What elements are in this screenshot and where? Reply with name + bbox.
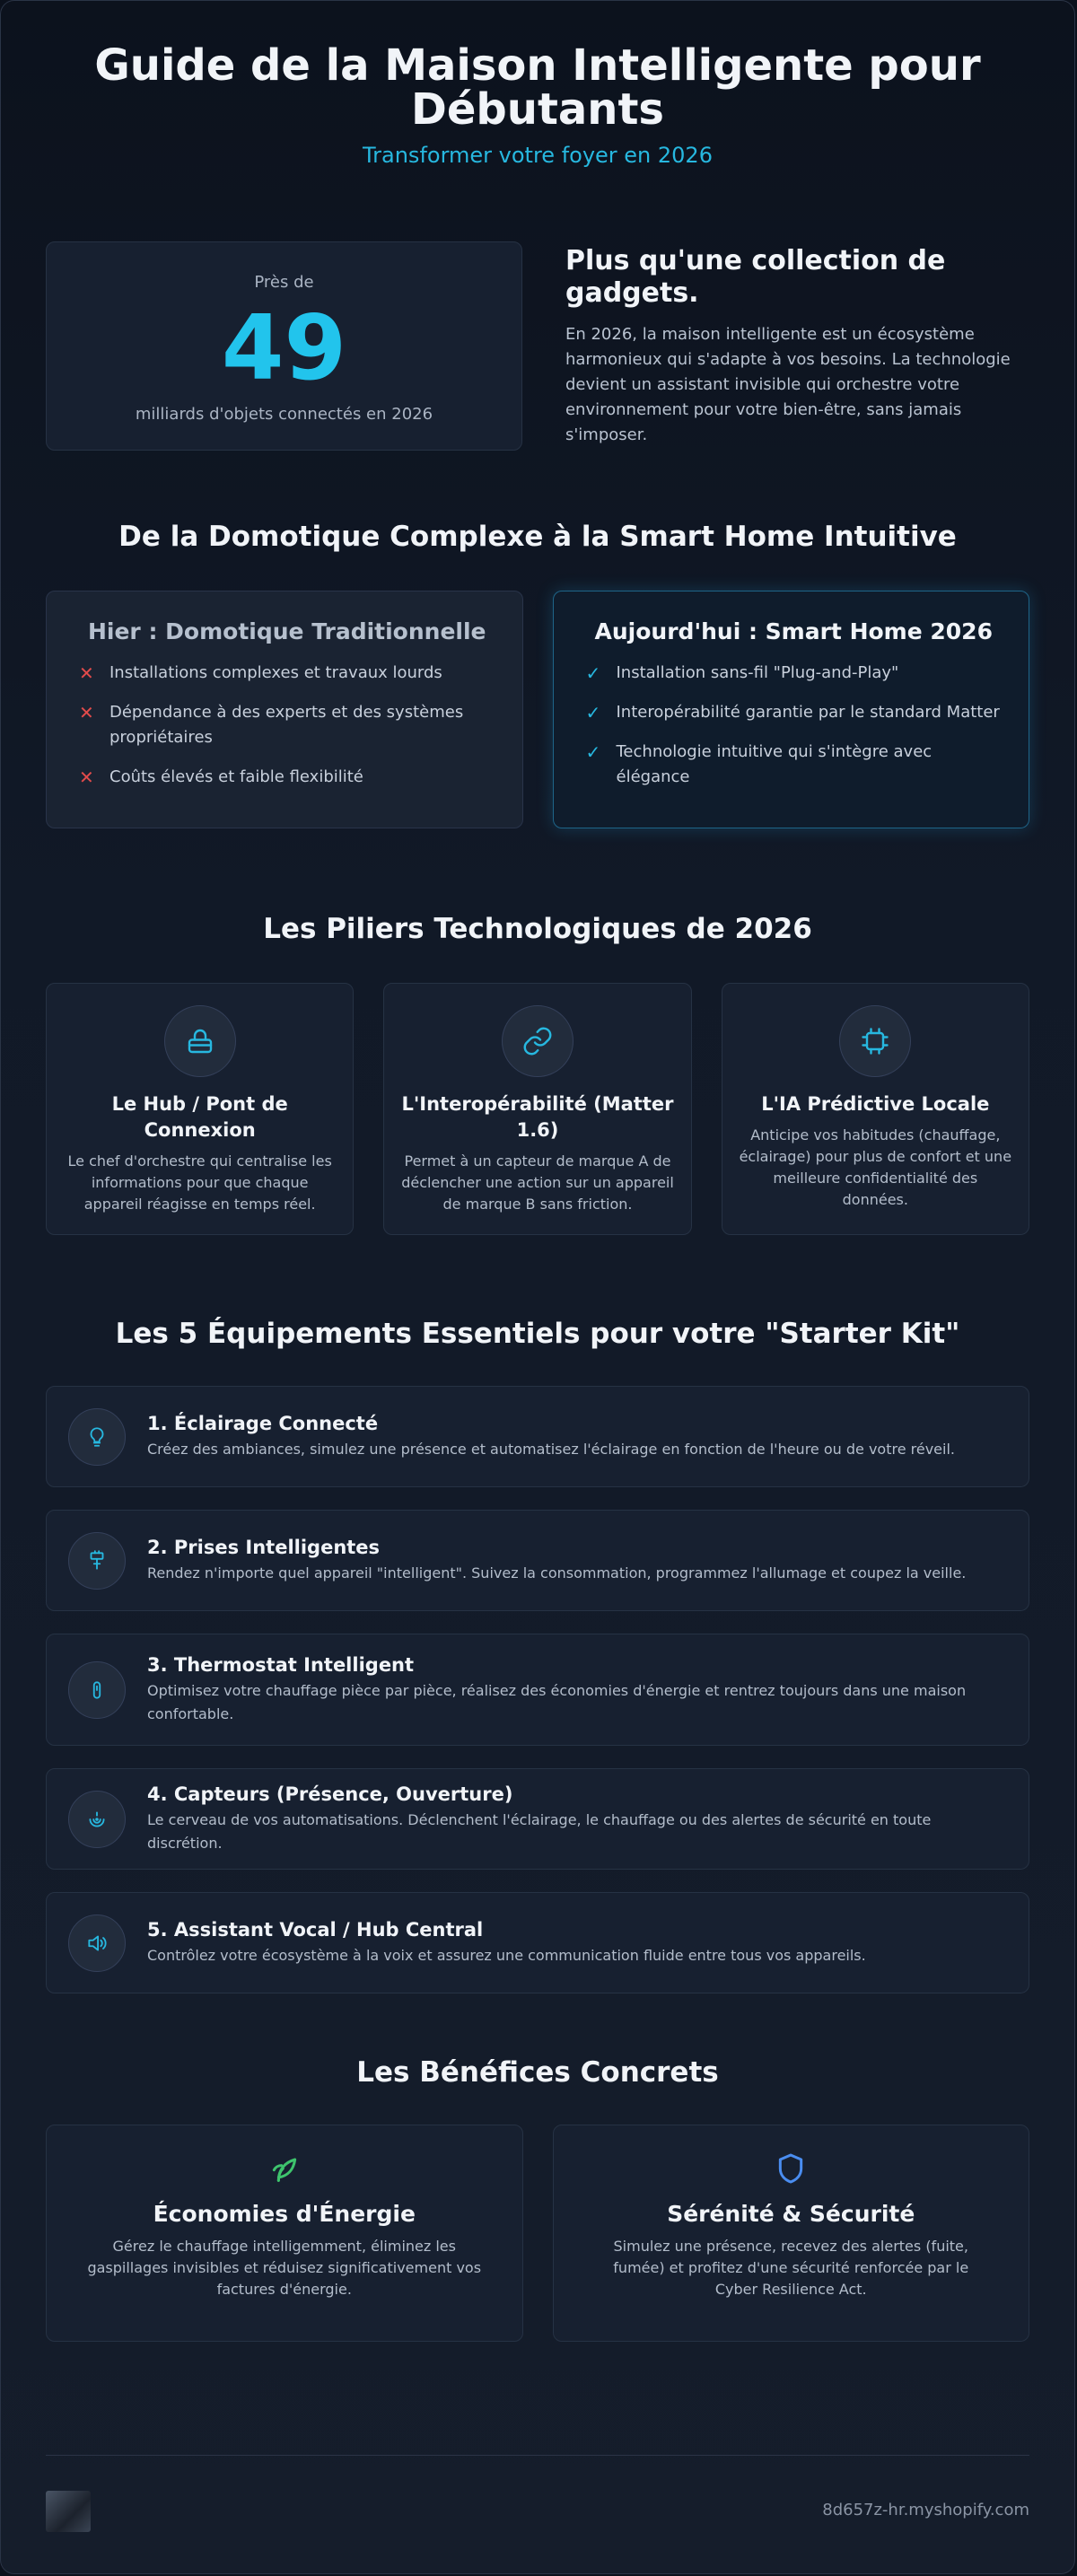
comparison-old-item-text: Installations complexes et travaux lourds xyxy=(109,663,442,682)
pillar-heading: L'Interopérabilité (Matter 1.6) xyxy=(401,1093,674,1141)
page-title: Guide de la Maison Intelligente pour Débutants xyxy=(94,40,981,135)
pillar-heading: L'IA Prédictive Locale xyxy=(761,1093,990,1115)
equipment-list xyxy=(46,1386,1029,1993)
comparison-new-item xyxy=(586,700,1003,725)
pillar-text: Le chef d'orchestre qui centralise les informations pour que chaque appareil réagisse en temps réel. xyxy=(67,1152,332,1213)
intro-body: En 2026, la maison intelligente est un écosystème harmonieux qui s'adapte à vos besoins. La technologie devient un assistant invisible qui orchestre votre environnement pour votre bien-être, sans jamais s'imposer. xyxy=(565,325,1011,444)
benefits-title: Les Bénéfices Concrets xyxy=(356,2056,719,2089)
sensor-icon xyxy=(68,1791,126,1848)
equipment-item xyxy=(46,1634,1029,1746)
benefit-card xyxy=(46,2125,523,2342)
intro-heading: Plus qu'une collection de gadgets. xyxy=(565,245,946,309)
equipment-text: Le cerveau de vos automatisations. Déclenchent l'éclairage, le chauffage ou des alertes de sécurité en toute discrétion. xyxy=(147,1810,932,1852)
equipment-item xyxy=(46,1768,1029,1870)
equipment-title: Les 5 Équipements Essentiels pour votre "Starter Kit" xyxy=(115,1318,960,1350)
equipment-heading: 1. Éclairage Connecté xyxy=(147,1412,379,1434)
comparison-new-item-text: Interopérabilité garantie par le standard Matter xyxy=(616,703,1000,722)
cross-icon: ✕ xyxy=(79,767,94,788)
comparison-old-item xyxy=(79,700,495,750)
shield-icon xyxy=(593,2151,990,2190)
equipment-heading: 3. Thermostat Intelligent xyxy=(147,1653,415,1676)
footer-url[interactable]: 8d657z-hr.myshopify.com xyxy=(822,2501,1029,2519)
chip-icon xyxy=(839,1005,911,1077)
comparison-old-card xyxy=(46,591,523,828)
cross-icon: ✕ xyxy=(79,662,94,684)
brand-logo[interactable] xyxy=(46,2491,91,2532)
equipment-text: Contrôlez votre écosystème à la voix et assurez une communication fluide entre tous vos appareils. xyxy=(147,1946,866,1964)
pillars-section xyxy=(46,983,1029,1235)
link-icon xyxy=(502,1005,574,1077)
speaker-icon xyxy=(68,1914,126,1972)
footer-divider xyxy=(46,2455,1029,2456)
lock-icon xyxy=(164,1005,236,1077)
comparison-new-item-text: Installation sans-fil "Plug-and-Play" xyxy=(616,663,899,682)
leaf-icon xyxy=(86,2151,483,2190)
benefits-section xyxy=(46,2125,1029,2342)
equipment-heading: 2. Prises Intelligentes xyxy=(147,1536,381,1558)
stat-suffix: milliards d'objets connectés en 2026 xyxy=(135,405,433,424)
comparison-old-item xyxy=(79,765,495,790)
comparison-old-heading: Hier : Domotique Traditionnelle xyxy=(87,618,486,644)
benefit-card xyxy=(553,2125,1030,2342)
pillar-card xyxy=(722,983,1029,1235)
comparison-title: De la Domotique Complexe à la Smart Home Intuitive xyxy=(118,521,957,553)
intro-text xyxy=(565,241,1029,451)
pillar-heading: Le Hub / Pont de Connexion xyxy=(111,1093,288,1141)
pillar-text: Permet à un capteur de marque A de déclencher une action sur un appareil de marque B sans friction. xyxy=(401,1152,674,1213)
plug-icon xyxy=(68,1532,126,1590)
pillar-card xyxy=(383,983,691,1235)
stat-number: 49 xyxy=(221,295,347,400)
comparison-section xyxy=(46,591,1029,828)
equipment-heading: 4. Capteurs (Présence, Ouverture) xyxy=(147,1783,513,1805)
thermometer-icon xyxy=(68,1661,126,1719)
equipment-text: Rendez n'importe quel appareil "intelligent". Suivez la consommation, programmez l'allumage et coupez la veille. xyxy=(147,1564,967,1582)
pillars-title: Les Piliers Technologiques de 2026 xyxy=(263,913,812,945)
benefit-text: Simulez une présence, recevez des alertes (fuite, fumée) et profitez d'une sécurité renforcée par le Cyber Resilience Act. xyxy=(613,2238,969,2298)
pillar-text: Anticipe vos habitudes (chauffage, éclairage) pour plus de confort et une meilleure confidentialité des données. xyxy=(739,1126,1012,1208)
equipment-item xyxy=(46,1510,1029,1611)
comparison-new-item-text: Technologie intuitive qui s'intègre avec élégance xyxy=(616,742,933,786)
intro-section xyxy=(46,241,1029,451)
stat-card xyxy=(46,241,522,451)
stat-prefix: Près de xyxy=(254,273,314,292)
page-subtitle: Transformer votre foyer en 2026 xyxy=(363,143,713,168)
comparison-old-item xyxy=(79,661,495,686)
equipment-text: Optimisez votre chauffage pièce par pièce, réalisez des économies d'énergie et rentrez toujours dans une maison confortable. xyxy=(147,1681,967,1722)
check-icon: ✓ xyxy=(585,702,601,723)
comparison-new-card xyxy=(553,591,1030,828)
benefit-heading: Économies d'Énergie xyxy=(153,2201,416,2227)
check-icon: ✓ xyxy=(585,741,601,763)
benefit-text: Gérez le chauffage intelligemment, éliminez les gaspillages invisibles et réduisez significativement vos factures d'énergie. xyxy=(87,2238,482,2298)
comparison-old-item-text: Coûts élevés et faible flexibilité xyxy=(109,767,363,786)
equipment-text: Créez des ambiances, simulez une présence et automatisez l'éclairage en fonction de l'heure ou de votre réveil. xyxy=(147,1440,955,1458)
comparison-new-item xyxy=(586,740,1003,790)
cross-icon: ✕ xyxy=(79,702,94,723)
comparison-new-heading: Aujourd'hui : Smart Home 2026 xyxy=(594,618,993,644)
lightbulb-icon xyxy=(68,1408,126,1466)
comparison-new-item xyxy=(586,661,1003,686)
pillar-card xyxy=(46,983,354,1235)
equipment-heading: 5. Assistant Vocal / Hub Central xyxy=(147,1918,484,1941)
equipment-item xyxy=(46,1892,1029,1993)
equipment-item xyxy=(46,1386,1029,1487)
comparison-old-item-text: Dépendance à des experts et des systèmes propriétaires xyxy=(109,703,464,747)
check-icon: ✓ xyxy=(585,662,601,684)
benefit-heading: Sérénité & Sécurité xyxy=(667,2201,915,2227)
